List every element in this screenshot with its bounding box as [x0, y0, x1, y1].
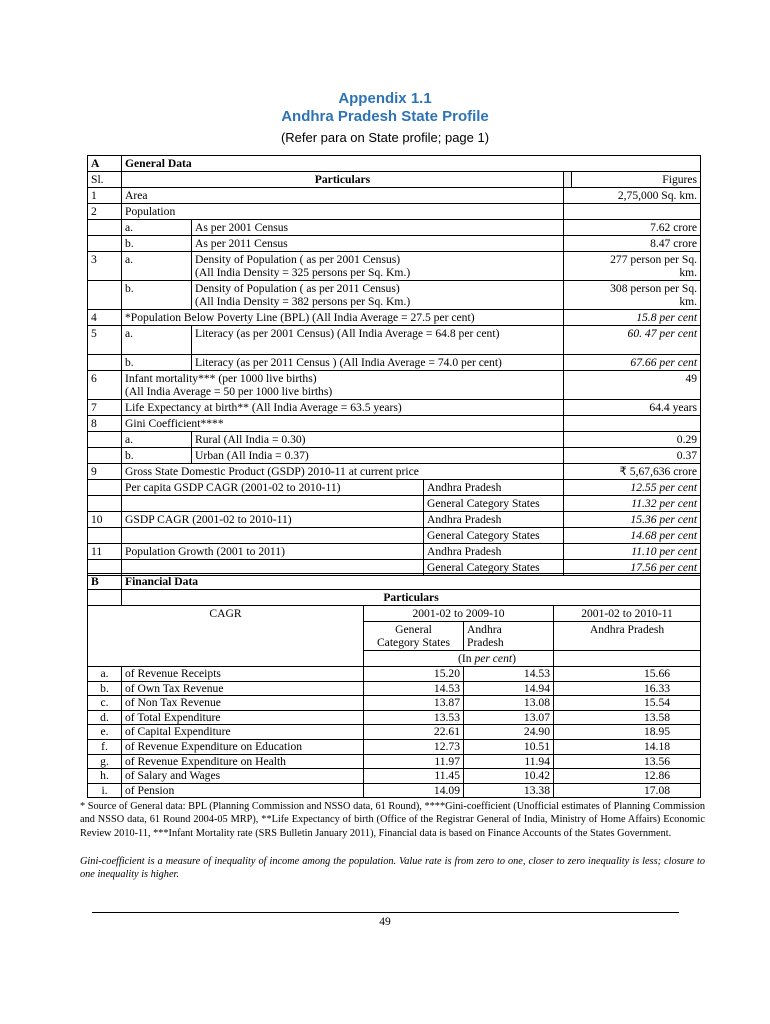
row-state: Andhra Pradesh	[424, 512, 564, 528]
row-sub: b.	[122, 448, 192, 464]
row-gcs-value: 15.20	[364, 667, 464, 682]
table-row	[88, 754, 701, 769]
row-ap-value: 14.53	[464, 667, 554, 682]
row-serial: c.	[88, 696, 122, 711]
cell-line: 15.36 per cent	[630, 513, 698, 526]
table-row	[88, 355, 701, 371]
row-serial: d.	[88, 710, 122, 725]
row-serial: 8	[88, 416, 122, 432]
table-row	[88, 710, 701, 725]
page-number: 49	[379, 916, 391, 928]
row-ap-value: 10.42	[464, 769, 554, 784]
row-ap-2010-11-value: 18.95	[554, 725, 701, 740]
row-figure	[564, 220, 701, 236]
table-row	[88, 400, 701, 416]
appendix-title: Appendix 1.1	[338, 90, 432, 107]
row-particular	[192, 220, 564, 236]
row-serial: 10	[88, 512, 122, 528]
row-particular: of Own Tax Revenue	[122, 681, 364, 696]
row-particular: of Revenue Expenditure on Education	[122, 739, 364, 754]
row-ap-value: 13.07	[464, 710, 554, 725]
row-state: Andhra Pradesh	[424, 544, 564, 560]
row-gcs-value: 11.45	[364, 769, 464, 784]
row-serial	[88, 281, 122, 310]
row-state: General Category States	[424, 560, 564, 576]
row-serial: 1	[88, 188, 122, 204]
ap-line2: Pradesh	[467, 636, 504, 649]
row-figure	[564, 464, 701, 480]
row-particular	[192, 355, 564, 371]
row-particular	[192, 326, 564, 355]
row-serial	[88, 236, 122, 252]
cell-line: 49	[685, 372, 698, 385]
table-row	[88, 188, 701, 204]
row-particular: of Revenue Expenditure on Health	[122, 754, 364, 769]
row-serial: a.	[88, 667, 122, 682]
row-particular	[192, 432, 564, 448]
table-row	[88, 696, 701, 711]
financial-particulars-header	[88, 590, 701, 606]
row-ap-value: 13.38	[464, 783, 554, 798]
table-row	[88, 769, 701, 784]
row-particular	[192, 448, 564, 464]
section-letter: B	[88, 574, 122, 590]
row-serial	[88, 448, 122, 464]
table-row	[88, 681, 701, 696]
period-2009-10-header: 2001-02 to 2009-10	[364, 606, 554, 622]
cell-line: 0.37	[676, 449, 698, 462]
cell-line: Life Expectancy at birth** (All India Average = 63.5 years)	[125, 401, 402, 414]
row-serial: 11	[88, 544, 122, 560]
row-figure	[564, 188, 701, 204]
row-ap-2010-11-value: 13.58	[554, 710, 701, 725]
row-serial: 9	[88, 464, 122, 480]
row-sub: b.	[122, 355, 192, 371]
row-particular: of Revenue Receipts	[122, 667, 364, 682]
row-gcs-value: 13.53	[364, 710, 464, 725]
row-particular	[192, 236, 564, 252]
table-row	[88, 281, 701, 310]
cell-line: Gross State Domestic Product (GSDP) 2010-11 at current price	[125, 465, 419, 478]
cell-line: 60. 47 per cent	[627, 327, 698, 340]
row-sub: b.	[122, 281, 192, 310]
row-serial: b.	[88, 681, 122, 696]
row-figure	[564, 416, 701, 432]
table-row	[88, 528, 701, 544]
cell-line: 8.47 crore	[650, 237, 698, 250]
cell-line: 67.66 per cent	[630, 356, 698, 369]
row-state: General Category States	[424, 496, 564, 512]
gcs-line1: General	[395, 623, 432, 636]
row-sub: a.	[122, 220, 192, 236]
row-serial: f.	[88, 739, 122, 754]
table-row	[88, 448, 701, 464]
table-row	[88, 310, 701, 326]
table-row	[88, 252, 701, 281]
cell-line: km.	[679, 295, 698, 308]
financial-section-header	[88, 574, 701, 590]
row-ap-value: 14.94	[464, 681, 554, 696]
row-particular: Per capita GSDP CAGR (2001-02 to 2010-11)	[122, 480, 424, 496]
cell-line: ₹ 5,67,636 crore	[619, 465, 698, 478]
general-column-headers	[88, 172, 701, 188]
unit-label: (In per cent)	[364, 651, 554, 667]
cell-line: As per 2011 Census	[195, 237, 288, 250]
row-ap-2010-11-value: 13.56	[554, 754, 701, 769]
col-particulars-header: Particulars	[122, 172, 564, 188]
cell-line: 14.68 per cent	[630, 529, 698, 542]
row-ap-2010-11-value: 12.86	[554, 769, 701, 784]
row-serial: 3	[88, 252, 122, 281]
ap-header	[464, 622, 554, 651]
cell-line: Density of Population ( as per 2011 Census)	[195, 282, 400, 295]
row-serial: i.	[88, 783, 122, 798]
row-sub: b.	[122, 236, 192, 252]
row-particular: of Non Tax Revenue	[122, 696, 364, 711]
row-particular	[122, 310, 564, 326]
row-gcs-value: 11.97	[364, 754, 464, 769]
row-serial: 4	[88, 310, 122, 326]
row-serial	[88, 496, 122, 512]
cell-line: Literacy (as per 2011 Census ) (All India Average = 74.0 per cent)	[195, 356, 502, 369]
row-serial: 6	[88, 371, 122, 400]
row-serial	[88, 480, 122, 496]
row-ap-value: 13.08	[464, 696, 554, 711]
row-particular	[122, 204, 564, 220]
col-figures-header: Figures	[572, 172, 701, 188]
table-row	[88, 204, 701, 220]
row-figure	[564, 512, 701, 528]
row-figure	[564, 371, 701, 400]
table-row	[88, 220, 701, 236]
table-row	[88, 667, 701, 682]
row-gcs-value: 12.73	[364, 739, 464, 754]
row-serial	[88, 432, 122, 448]
row-serial: 5	[88, 326, 122, 355]
cell-line: (All India Density = 325 persons per Sq. Km.)	[195, 266, 411, 279]
footer-rule	[92, 912, 679, 913]
row-particular: of Capital Expenditure	[122, 725, 364, 740]
col-particulars-header: Particulars	[122, 590, 701, 606]
row-ap-2010-11-value: 15.66	[554, 667, 701, 682]
cell-line: 12.55 per cent	[630, 481, 698, 494]
general-data-table	[87, 155, 701, 576]
row-particular: of Pension	[122, 783, 364, 798]
row-figure	[564, 480, 701, 496]
cell-line: 0.29	[676, 433, 698, 446]
row-figure	[564, 326, 701, 355]
financial-period-header	[88, 606, 701, 622]
table-row	[88, 725, 701, 740]
row-figure	[564, 355, 701, 371]
row-figure	[564, 432, 701, 448]
period-2010-11-header: 2001-02 to 2010-11	[554, 606, 701, 622]
cell-line: Rural (All India = 0.30)	[195, 433, 306, 446]
table-row	[88, 236, 701, 252]
row-gcs-value: 14.53	[364, 681, 464, 696]
row-gcs-value: 14.09	[364, 783, 464, 798]
cell-line: 2,75,000 Sq. km.	[617, 189, 698, 202]
row-particular: GSDP CAGR (2001-02 to 2010-11)	[122, 512, 424, 528]
table-row	[88, 480, 701, 496]
row-particular: Population Growth (2001 to 2011)	[122, 544, 424, 560]
row-particular	[122, 464, 564, 480]
row-serial: 2	[88, 204, 122, 220]
cell-line: km.	[679, 266, 698, 279]
row-figure	[564, 281, 701, 310]
appendix-subtitle: Andhra Pradesh State Profile	[281, 108, 489, 125]
table-row	[88, 739, 701, 754]
row-particular	[122, 371, 564, 400]
row-particular	[122, 188, 564, 204]
row-serial	[88, 355, 122, 371]
row-particular	[122, 496, 424, 512]
gcs-header	[364, 622, 464, 651]
row-figure	[564, 448, 701, 464]
row-figure	[564, 310, 701, 326]
row-figure	[564, 400, 701, 416]
row-serial	[88, 528, 122, 544]
table-row	[88, 326, 701, 355]
row-particular	[122, 416, 564, 432]
row-gcs-value: 13.87	[364, 696, 464, 711]
cell-line: 11.10 per cent	[631, 545, 698, 558]
row-ap-value: 11.94	[464, 754, 554, 769]
table-row	[88, 464, 701, 480]
row-sub: a.	[122, 326, 192, 355]
row-serial: e.	[88, 725, 122, 740]
row-ap-2010-11-value: 14.18	[554, 739, 701, 754]
row-serial: h.	[88, 769, 122, 784]
table-row	[88, 371, 701, 400]
row-serial: 7	[88, 400, 122, 416]
row-figure	[564, 252, 701, 281]
gini-footnote: Gini-coefficient is a measure of inequality of income among the population. Value rate is from zero to one, closer to zero inequality is less; closure to one inequality is higher.	[80, 856, 705, 881]
row-particular	[192, 281, 564, 310]
row-ap-value: 10.51	[464, 739, 554, 754]
row-state: General Category States	[424, 528, 564, 544]
row-figure	[564, 204, 701, 220]
cell-line: (All India Average = 50 per 1000 live births)	[125, 385, 333, 398]
col-sl-header: Sl.	[88, 172, 122, 188]
table-row	[88, 432, 701, 448]
cell-line: 308 person per Sq.	[610, 282, 698, 295]
cell-line: *Population Below Poverty Line (BPL) (All India Average = 27.5 per cent)	[125, 311, 475, 324]
section-title: General Data	[122, 156, 701, 172]
row-figure	[564, 496, 701, 512]
header-spacer	[564, 172, 572, 188]
row-serial: g.	[88, 754, 122, 769]
cagr-header: CAGR	[88, 606, 364, 667]
row-figure	[564, 528, 701, 544]
cell-line: Population	[125, 205, 176, 218]
section-letter: A	[88, 156, 122, 172]
table-row	[88, 783, 701, 798]
table-row	[88, 496, 701, 512]
row-gcs-value: 22.61	[364, 725, 464, 740]
table-row	[88, 512, 701, 528]
row-particular: of Salary and Wages	[122, 769, 364, 784]
cell-line: 64.4 years	[649, 401, 698, 414]
row-particular	[122, 400, 564, 416]
financial-data-table	[87, 573, 701, 798]
row-particular: of Total Expenditure	[122, 710, 364, 725]
row-sub: a.	[122, 252, 192, 281]
row-state: Andhra Pradesh	[424, 480, 564, 496]
cell-line: 17.56 per cent	[630, 561, 698, 574]
row-serial	[88, 220, 122, 236]
cell-line: (All India Density = 382 persons per Sq. Km.)	[195, 295, 411, 308]
table-row	[88, 544, 701, 560]
source-footnote: * Source of General data: BPL (Planning Commission and NSSO data, 61 Round), ****Gini-coefficient (Unofficial estimates of Planning Commission and NSSO data, 61 Round 2004-05 MRP), **Life Expectancy of birth (Office of the Registrar General of India, Ministry of Home Affairs) Economic Review 2010-11, ***Infant Mortality rate (SRS Bulletin January 2011), Financial data is based on Finance Accounts of the States Government.	[80, 801, 705, 839]
row-ap-2010-11-value: 16.33	[554, 681, 701, 696]
cell-line: 11.32 per cent	[631, 497, 698, 510]
row-ap-value: 24.90	[464, 725, 554, 740]
cell-line: 277 person per Sq.	[610, 253, 698, 266]
row-sub: a.	[122, 432, 192, 448]
row-particular	[192, 252, 564, 281]
ap-full-header: Andhra Pradesh	[554, 622, 701, 651]
cell-line: Infant mortality*** (per 1000 live births)	[125, 372, 317, 385]
row-figure	[564, 544, 701, 560]
row-ap-2010-11-value: 15.54	[554, 696, 701, 711]
row-figure	[564, 236, 701, 252]
cell-line: Gini Coefficient****	[125, 417, 224, 430]
cell-line: Literacy (as per 2001 Census) (All India Average = 64.8 per cent)	[195, 327, 500, 340]
cell-line: As per 2001 Census	[195, 221, 289, 234]
cell-line: 15.8 per cent	[636, 311, 698, 324]
table-row	[88, 416, 701, 432]
gcs-line2: Category States	[376, 636, 451, 649]
cell-line: Density of Population ( as per 2001 Census)	[195, 253, 401, 266]
appendix-reference: (Refer para on State profile; page 1)	[280, 130, 490, 145]
cell-line: Area	[125, 189, 148, 202]
ap-line1: Andhra	[467, 623, 502, 636]
cell-line: 7.62 crore	[650, 221, 698, 234]
cell-line: Urban (All India = 0.37)	[195, 449, 309, 462]
row-particular	[122, 528, 424, 544]
general-section-header	[88, 156, 701, 172]
section-title: Financial Data	[122, 574, 701, 590]
row-ap-2010-11-value: 17.08	[554, 783, 701, 798]
